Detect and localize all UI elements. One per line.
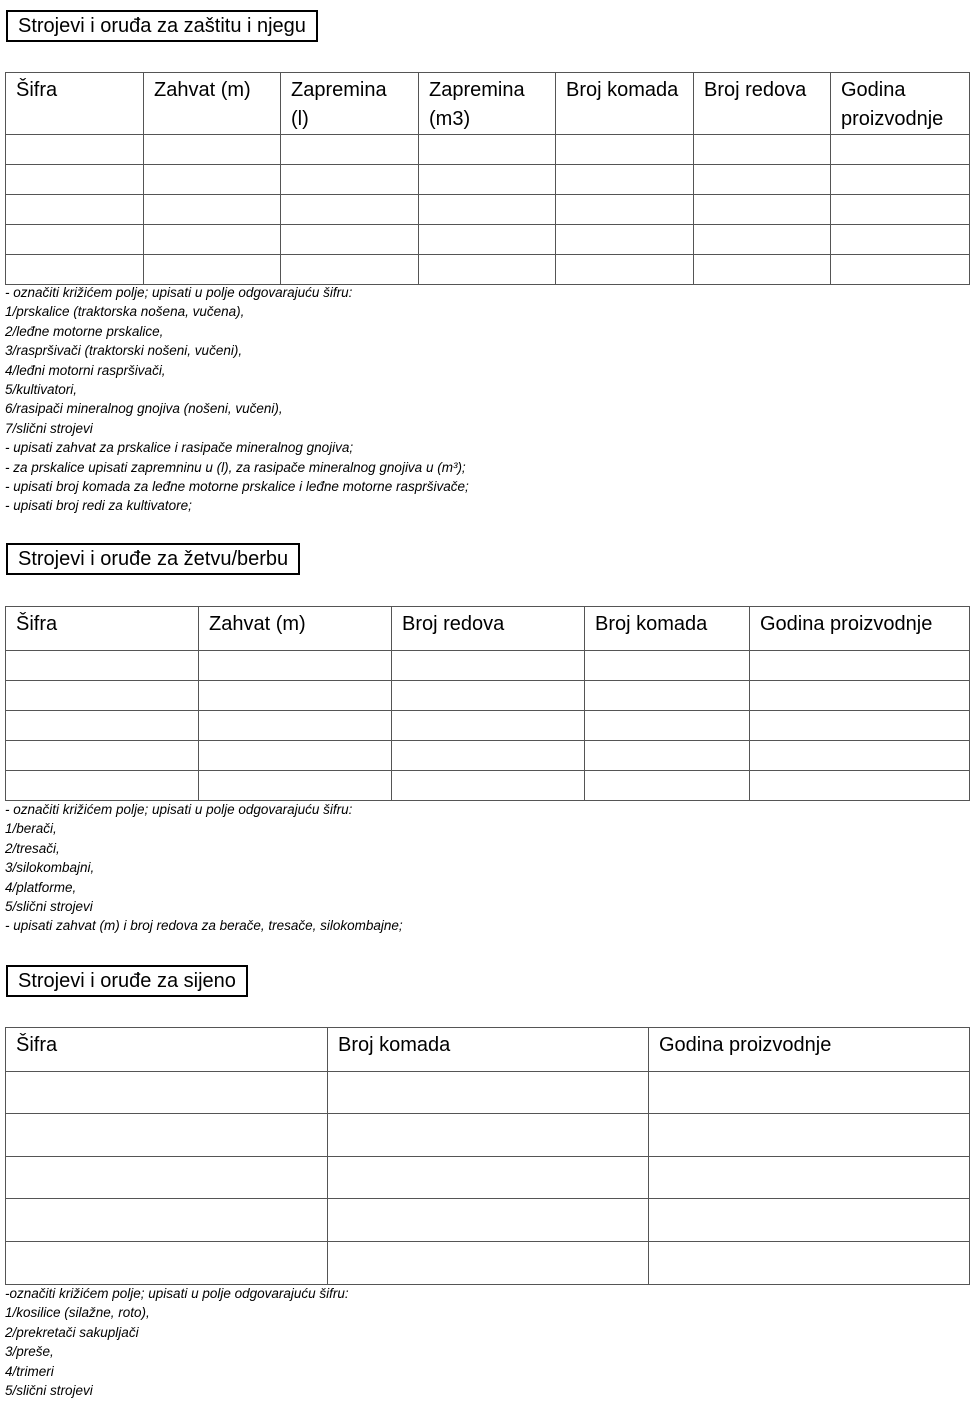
table-row bbox=[6, 255, 970, 285]
table-header-row bbox=[6, 73, 970, 135]
input-cell[interactable] bbox=[6, 255, 144, 285]
table-hay bbox=[5, 1027, 970, 1285]
input-cell[interactable] bbox=[649, 1114, 970, 1157]
input-cell[interactable] bbox=[328, 1157, 649, 1199]
input-cell[interactable] bbox=[556, 165, 694, 195]
header-broj-redova: Broj redova bbox=[694, 73, 831, 135]
input-cell[interactable] bbox=[6, 1157, 328, 1199]
note-line: 2/tresači, bbox=[5, 840, 60, 856]
input-cell[interactable] bbox=[694, 165, 831, 195]
table-header-row bbox=[6, 607, 970, 651]
note-line: - upisati zahvat za prskalice i rasipače mineralnog gnojiva; bbox=[5, 440, 354, 456]
header-zahvat: Zahvat (m) bbox=[199, 607, 392, 651]
input-cell[interactable] bbox=[144, 195, 281, 225]
input-cell[interactable] bbox=[392, 651, 585, 681]
table-row bbox=[6, 1114, 970, 1157]
input-cell[interactable] bbox=[585, 711, 750, 741]
section-title-harvest: Strojevi i oruđe za žetvu/berbu bbox=[6, 543, 300, 575]
input-cell[interactable] bbox=[199, 711, 392, 741]
notes-hay bbox=[5, 1284, 965, 1400]
table-row bbox=[6, 135, 970, 165]
input-cell[interactable] bbox=[144, 255, 281, 285]
input-cell[interactable] bbox=[419, 255, 556, 285]
table-row bbox=[6, 711, 970, 741]
input-cell[interactable] bbox=[6, 225, 144, 255]
input-cell[interactable] bbox=[281, 135, 419, 165]
table-header-row bbox=[6, 1028, 970, 1072]
header-broj-redova: Broj redova bbox=[392, 607, 585, 651]
input-cell[interactable] bbox=[392, 711, 585, 741]
input-cell[interactable] bbox=[556, 255, 694, 285]
note-line: 6/rasipači mineralnog gnojiva (nošeni, vučeni), bbox=[5, 401, 283, 417]
header-sifra: Šifra bbox=[6, 73, 144, 135]
note-line: 4/platforme, bbox=[5, 879, 77, 895]
table-row bbox=[6, 741, 970, 771]
input-cell[interactable] bbox=[328, 1242, 649, 1285]
input-cell[interactable] bbox=[392, 771, 585, 801]
header-broj-komada: Broj komada bbox=[556, 73, 694, 135]
input-cell[interactable] bbox=[649, 1199, 970, 1242]
header-sifra: Šifra bbox=[6, 1028, 328, 1072]
input-cell[interactable] bbox=[199, 681, 392, 711]
table-row bbox=[6, 225, 970, 255]
input-cell[interactable] bbox=[585, 771, 750, 801]
note-line: - za prskalice upisati zapremninu u (l), za rasipače mineralnog gnojiva u (m³); bbox=[5, 459, 466, 475]
input-cell[interactable] bbox=[6, 1242, 328, 1285]
header-broj-komada: Broj komada bbox=[328, 1028, 649, 1072]
input-cell[interactable] bbox=[6, 741, 199, 771]
input-cell[interactable] bbox=[419, 195, 556, 225]
input-cell[interactable] bbox=[750, 741, 970, 771]
header-godina-proizvodnje: Godina proizvodnje bbox=[649, 1028, 970, 1072]
input-cell[interactable] bbox=[6, 1114, 328, 1157]
note-line: 4/trimeri bbox=[5, 1363, 54, 1379]
note-line: - upisati broj komada za leđne motorne prskalice i leđne motorne raspršivače; bbox=[5, 479, 469, 495]
input-cell[interactable] bbox=[281, 255, 419, 285]
note-line: -označiti križićem polje; upisati u polje odgovarajuću šifru: bbox=[5, 1286, 349, 1301]
table-row bbox=[6, 771, 970, 801]
note-line: 4/leđni motorni raspršivači, bbox=[5, 362, 166, 378]
note-line: 3/silokombajni, bbox=[5, 860, 95, 876]
input-cell[interactable] bbox=[694, 195, 831, 225]
notes-protection-care bbox=[5, 283, 965, 516]
note-line: - upisati broj redi za kultivatore; bbox=[5, 498, 192, 514]
header-sifra: Šifra bbox=[6, 607, 199, 651]
input-cell[interactable] bbox=[6, 771, 199, 801]
input-cell[interactable] bbox=[328, 1114, 649, 1157]
header-zapremina-m3: Zapremina (m3) bbox=[419, 73, 556, 135]
table-harvest bbox=[5, 606, 970, 801]
input-cell[interactable] bbox=[6, 135, 144, 165]
note-line: 5/slični strojevi bbox=[5, 1383, 93, 1399]
note-line: 3/preše, bbox=[5, 1344, 54, 1360]
input-cell[interactable] bbox=[831, 225, 970, 255]
header-godina-proizvodnje: Godina proizvodnje bbox=[750, 607, 970, 651]
input-cell[interactable] bbox=[649, 1242, 970, 1285]
note-line: - označiti križićem polje; upisati u polje odgovarajuću šifru: bbox=[5, 802, 353, 817]
note-line: 5/slični strojevi bbox=[5, 899, 93, 915]
header-godina-proizvodnje: Godina proizvodnje bbox=[831, 73, 970, 135]
table-row bbox=[6, 1072, 970, 1114]
input-cell[interactable] bbox=[649, 1157, 970, 1199]
note-line: - upisati zahvat (m) i broj redova za berače, tresače, silokombajne; bbox=[5, 918, 403, 934]
table-row bbox=[6, 165, 970, 195]
input-cell[interactable] bbox=[419, 165, 556, 195]
input-cell[interactable] bbox=[419, 225, 556, 255]
input-cell[interactable] bbox=[831, 255, 970, 285]
table-protection-care bbox=[5, 72, 970, 285]
input-cell[interactable] bbox=[6, 195, 144, 225]
input-cell[interactable] bbox=[649, 1072, 970, 1114]
note-line: 1/prskalice (traktorska nošena, vučena), bbox=[5, 304, 245, 320]
input-cell[interactable] bbox=[694, 255, 831, 285]
input-cell[interactable] bbox=[199, 771, 392, 801]
input-cell[interactable] bbox=[556, 225, 694, 255]
note-line: 7/slični strojevi bbox=[5, 420, 93, 436]
note-line: - označiti križićem polje; upisati u polje odgovarajuću šifru: bbox=[5, 285, 353, 300]
input-cell[interactable] bbox=[694, 225, 831, 255]
input-cell[interactable] bbox=[6, 651, 199, 681]
header-zahvat: Zahvat (m) bbox=[144, 73, 281, 135]
input-cell[interactable] bbox=[144, 225, 281, 255]
table-row bbox=[6, 1157, 970, 1199]
notes-harvest bbox=[5, 800, 965, 936]
note-line: 1/berači, bbox=[5, 821, 57, 837]
table-row bbox=[6, 1242, 970, 1285]
input-cell[interactable] bbox=[585, 741, 750, 771]
input-cell[interactable] bbox=[281, 195, 419, 225]
input-cell[interactable] bbox=[694, 135, 831, 165]
input-cell[interactable] bbox=[6, 1199, 328, 1242]
input-cell[interactable] bbox=[750, 681, 970, 711]
input-cell[interactable] bbox=[585, 651, 750, 681]
input-cell[interactable] bbox=[556, 195, 694, 225]
table-row bbox=[6, 1199, 970, 1242]
input-cell[interactable] bbox=[6, 1072, 328, 1114]
header-zapremina-l: Zapremina (l) bbox=[281, 73, 419, 135]
table-row bbox=[6, 681, 970, 711]
input-cell[interactable] bbox=[392, 741, 585, 771]
input-cell[interactable] bbox=[281, 165, 419, 195]
input-cell[interactable] bbox=[750, 711, 970, 741]
input-cell[interactable] bbox=[831, 195, 970, 225]
note-line: 1/kosilice (silažne, roto), bbox=[5, 1305, 150, 1321]
input-cell[interactable] bbox=[750, 771, 970, 801]
header-broj-komada: Broj komada bbox=[585, 607, 750, 651]
section-title-hay: Strojevi i oruđe za sijeno bbox=[6, 965, 248, 997]
section-title-protection-care: Strojevi i oruđa za zaštitu i njegu bbox=[6, 10, 318, 42]
input-cell[interactable] bbox=[6, 165, 144, 195]
input-cell[interactable] bbox=[392, 681, 585, 711]
input-cell[interactable] bbox=[144, 165, 281, 195]
input-cell[interactable] bbox=[750, 651, 970, 681]
note-line: 2/leđne motorne prskalice, bbox=[5, 323, 164, 339]
input-cell[interactable] bbox=[144, 135, 281, 165]
note-line: 2/prekretači sakupljači bbox=[5, 1324, 139, 1340]
input-cell[interactable] bbox=[419, 135, 556, 165]
input-cell[interactable] bbox=[6, 681, 199, 711]
input-cell[interactable] bbox=[585, 681, 750, 711]
note-line: 3/raspršivači (traktorski nošeni, vučeni), bbox=[5, 343, 243, 359]
input-cell[interactable] bbox=[281, 225, 419, 255]
input-cell[interactable] bbox=[556, 135, 694, 165]
input-cell[interactable] bbox=[6, 711, 199, 741]
input-cell[interactable] bbox=[199, 741, 392, 771]
input-cell[interactable] bbox=[328, 1199, 649, 1242]
input-cell[interactable] bbox=[831, 165, 970, 195]
table-row bbox=[6, 195, 970, 225]
note-line: 5/kultivatori, bbox=[5, 382, 78, 398]
input-cell[interactable] bbox=[328, 1072, 649, 1114]
input-cell[interactable] bbox=[831, 135, 970, 165]
input-cell[interactable] bbox=[199, 651, 392, 681]
table-row bbox=[6, 651, 970, 681]
